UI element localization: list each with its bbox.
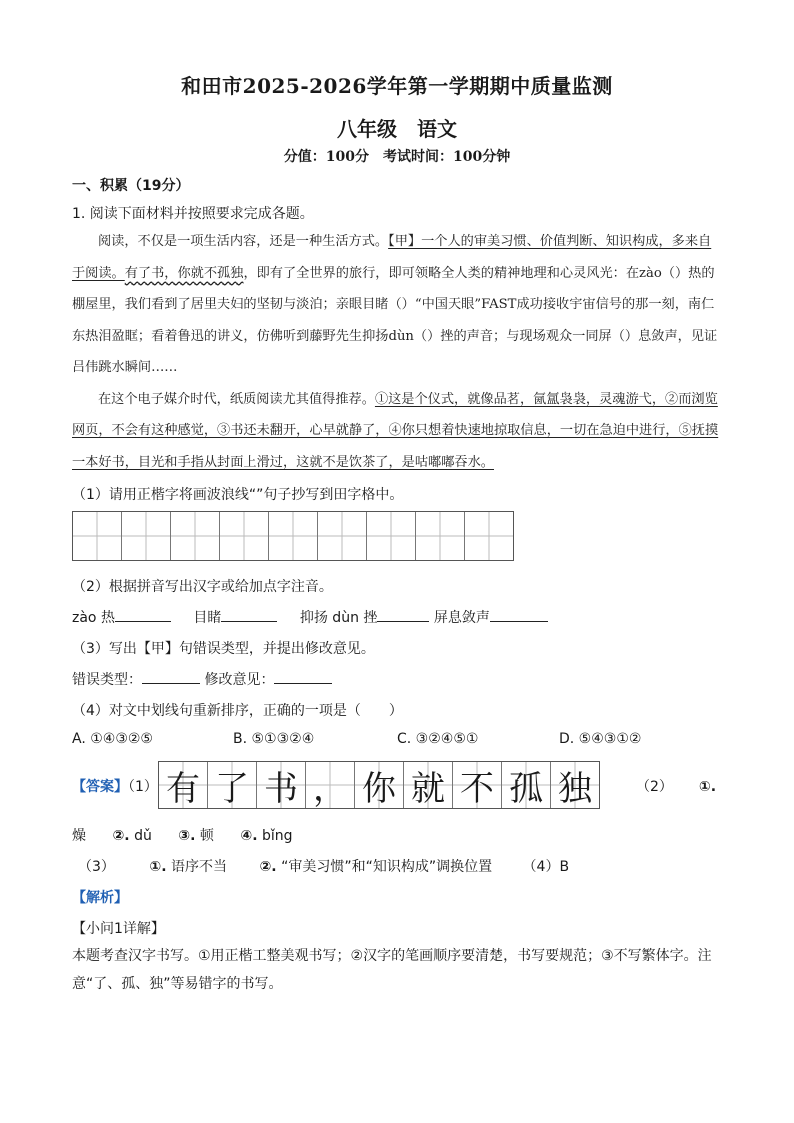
sub-question-4: （4）对文中划线句重新排序，正确的一项是（ ） (72, 703, 403, 719)
answer-blank[interactable] (377, 607, 429, 622)
answer-char: 独 (551, 762, 599, 808)
sentence-jia: 【甲】一个人的审美习惯、价值判断、知识构成，多来自于阅读。 (72, 234, 712, 281)
wavy-sentence: 有了书，你就不孤独 (124, 265, 244, 281)
grid-cell[interactable] (122, 512, 171, 560)
grid-cell[interactable] (220, 512, 269, 560)
grid-cell[interactable] (318, 512, 367, 560)
option-a[interactable]: A. ①④③②⑤ (72, 731, 153, 747)
sub3-items: 错误类型： 修改意见： (72, 669, 332, 689)
exam-title: 和田市2025-2026学年第一学期期中质量监测 (181, 74, 613, 98)
answer-tag: 【答案】 (72, 779, 128, 795)
answer-blank[interactable] (115, 607, 171, 622)
answer-char: 了 (208, 762, 257, 808)
answer-blank[interactable] (274, 669, 332, 684)
answer-char: 不 (453, 762, 502, 808)
analysis-tag: 【解析】 (72, 890, 128, 906)
question-prompt: 1. 阅读下面材料并按照要求完成各题。 (72, 206, 314, 222)
option-d[interactable]: D. ⑤④③①② (559, 731, 642, 747)
answer-blank[interactable] (142, 669, 200, 684)
passage-paragraph-2: 在这个电子媒介时代，纸质阅读尤其值得推荐。①这是个仪式，就像品茗，氤氲袅袅，灵魂游弋，②而浏览网页，不会有这种感觉，③书还未翻开，心早就静了，④你只想着快速地掠取信息，一切在急迫中进行，⑤抚摸一本好书，目光和手指从封面上滑过，这就不是饮茶了，是咕嘟嘟吞水。 (72, 391, 719, 470)
grade-subject: 八年级 语文 (337, 117, 457, 141)
answer-line-2: 燥 ②. dǔ ③. 顿 ④. bǐng (72, 828, 293, 844)
sub2-items: zào 热 目睹 抑扬 dùn 挫 屏息敛声 (72, 607, 548, 627)
underlined-sentences: ①这是个仪式，就像品茗，氤氲袅袅，灵魂游弋，②而浏览网页，不会有这种感觉，③书还未翻开，心早就静了，④你只想着快速地掠取信息，一切在急迫中进行，⑤抚摸一本好书，目光和手指从封面上滑过，这就不是饮茶了，是咕嘟嘟吞水。 (72, 391, 719, 470)
score-time: 分值：100分 考试时间：100分钟 (283, 149, 511, 165)
answer-char: 你 (355, 762, 404, 808)
grid-cell[interactable] (171, 512, 220, 560)
passage-paragraph-1: 阅读，不仅是一项生活内容，还是一种生活方式。【甲】一个人的审美习惯、价值判断、知识构成，多来自于阅读。有了书，你就不孤独，即有了全世界的旅行，即可领略全人类的精神地理和心灵风光：在zào（）热的棚屋里，我们看到了居里夫妇的坚韧与淡泊；亲眼目睹（）“中国天眼”FAST成功接收宇宙信号的那一刻，南仁东热泪盈眶；看着鲁迅的讲义，仿佛听到藤野先生抑扬dùn（）挫的声音；与现场观众一同屏（）息敛声，见证吕伟跳水瞬间…… (72, 234, 718, 375)
grid-cell[interactable] (73, 512, 122, 560)
answer-grid (158, 761, 600, 809)
sub-question-3: （3）写出【甲】句错误类型，并提出修改意见。 (72, 641, 375, 657)
sub-question-2: （2）根据拼音写出汉字或给加点字注音。 (72, 579, 333, 595)
grid-cell[interactable] (416, 512, 465, 560)
option-c[interactable]: C. ③②④⑤① (397, 731, 479, 747)
answer-blank[interactable] (490, 607, 548, 622)
grid-cell[interactable] (367, 512, 416, 560)
answer-line-3: （3） ①. 语序不当 ②. “审美习惯”和“知识构成”调换位置 （4）B (78, 859, 570, 875)
reading-passage (72, 226, 722, 478)
answer-line-1: 【答案】（1） (72, 779, 158, 795)
answer-blank[interactable] (221, 607, 277, 622)
answer-char: ， (306, 762, 355, 808)
grid-cell[interactable] (465, 512, 513, 560)
tianzi-grid[interactable] (72, 511, 514, 561)
analysis-text: 本题考查汉字书写。①用正楷工整美观书写；②汉字的笔画顺序要清楚，书写要规范；③不写繁体字。注意“了、孤、独”等易错字的书写。 (72, 948, 712, 992)
sub-question-1: （1）请用正楷字将画波浪线“”句子抄写到田字格中。 (72, 487, 404, 503)
answer-part2-label: （2） ①. (636, 779, 717, 795)
answer-char: 就 (404, 762, 453, 808)
analysis-subheading: 【小问1详解】 (72, 921, 165, 937)
grid-cell[interactable] (269, 512, 318, 560)
answer-char: 孤 (502, 762, 551, 808)
answer-char: 书 (257, 762, 306, 808)
section-heading: 一、积累（19分） (72, 178, 190, 194)
option-b[interactable]: B. ⑤①③②④ (233, 731, 315, 747)
answer-char: 有 (159, 762, 208, 808)
